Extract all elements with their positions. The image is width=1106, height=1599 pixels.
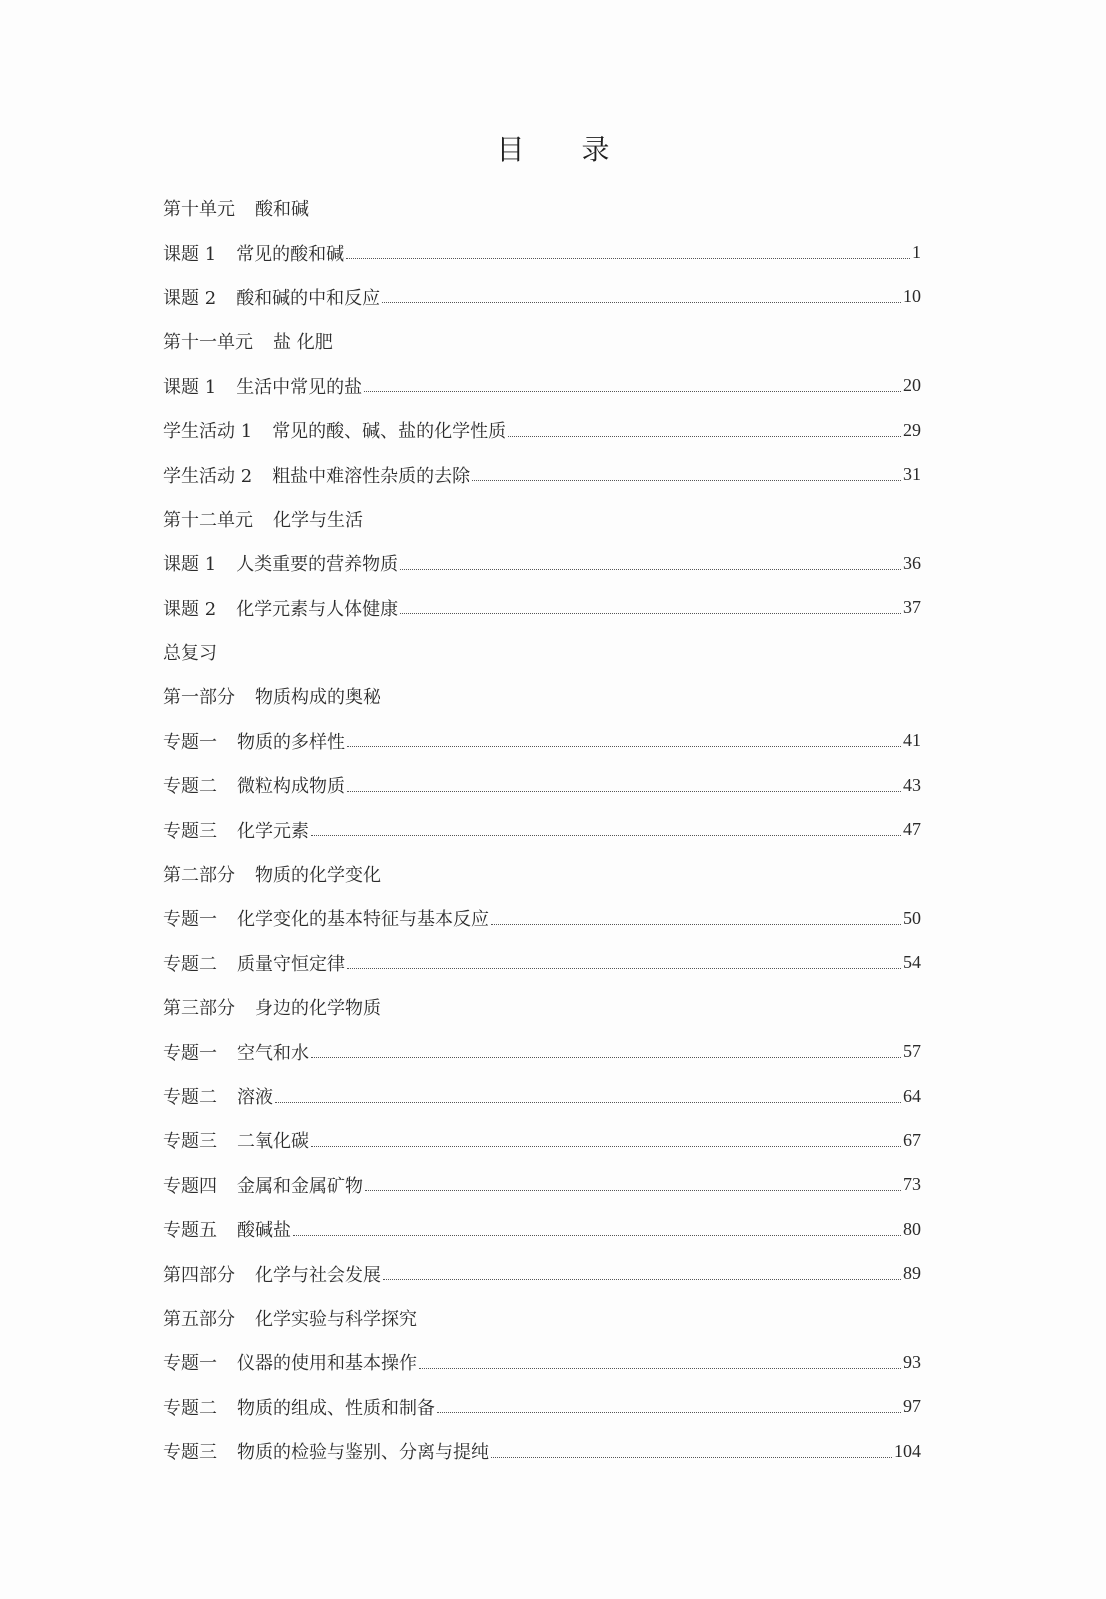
toc-entry-title: 生活中常见的盐 [236,376,363,398]
toc-entry-number: 专题一 [163,1353,217,1375]
dot-leader [491,1457,892,1458]
toc-page-number: 29 [903,419,921,440]
toc-entry-label [163,373,362,399]
dot-leader [400,613,901,614]
toc-entry-label [163,861,381,887]
toc-entry-title: 盐 化肥 [273,332,333,354]
toc-entry-title: 二氧化碳 [237,1131,309,1153]
toc-entry-title: 物质的检验与鉴别、分离与提纯 [237,1442,489,1464]
toc-entry-title: 酸和碱的中和反应 [236,287,381,309]
toc-entry-label [163,683,381,709]
toc-page-number: 1 [912,242,921,263]
toc-entry-number: 总复习 [163,643,217,665]
toc-entry-title: 金属和金属矿物 [237,1175,363,1197]
toc-page-number: 10 [903,286,921,307]
dot-leader [311,1057,901,1058]
toc-entry [163,630,921,674]
dot-leader [382,302,901,303]
toc-entry-title: 人类重要的营养物质 [236,554,399,576]
toc-page-number: 57 [903,1041,921,1062]
toc-entry-label [163,1394,435,1420]
toc-entry-number: 课题 1 [163,376,217,398]
toc-entry-number: 专题一 [163,1042,217,1064]
toc-entry-title: 质量守恒定律 [237,953,345,975]
toc-entry [163,763,921,807]
dot-leader [508,436,901,437]
toc-entry-number: 第一部分 [163,687,235,709]
toc-entry-label [163,506,363,532]
toc-entry [163,364,921,408]
toc-entry-label [163,328,333,354]
dot-leader [400,569,901,570]
toc-entry-number: 专题三 [163,820,217,842]
toc-page-number: 67 [903,1129,921,1150]
toc-entry-title: 化学元素与人体健康 [236,598,399,620]
toc-entry [163,719,921,763]
toc-entry-number: 课题 1 [163,554,217,576]
toc-entry-number: 课题 2 [163,598,217,620]
toc-entry-number: 第十一单元 [163,332,253,354]
toc-entry [163,586,921,630]
dot-leader [347,968,901,969]
toc-entry [163,319,921,363]
toc-entry-title: 化学实验与科学探究 [255,1308,417,1330]
toc-entry-label [163,1438,489,1464]
toc-page-number: 20 [903,375,921,396]
toc-page-number: 41 [903,730,921,751]
toc-page-number: 54 [903,952,921,973]
toc-entry-label [163,1305,417,1331]
toc-page-number: 31 [903,464,921,485]
toc-entry [163,896,921,940]
toc-entry-label [163,417,506,443]
dot-leader [275,1102,901,1103]
toc-entry-label [163,1216,291,1242]
toc-page-number: 80 [903,1218,921,1239]
toc-entry-label [163,639,237,665]
toc-entry [163,1296,921,1340]
toc-entry [163,1251,921,1295]
toc-page-number: 47 [903,819,921,840]
toc-entry-number: 第二部分 [163,865,235,887]
toc-page-number: 37 [903,597,921,618]
toc-entry-title: 化学与生活 [273,509,363,531]
dot-leader [383,1279,901,1280]
toc-entry [163,1207,921,1251]
toc-entry-number: 课题 2 [163,287,217,309]
toc-entry-title: 化学与社会发展 [255,1264,381,1286]
dot-leader [491,924,901,925]
toc-entry-title: 粗盐中难溶性杂质的去除 [272,465,471,487]
toc-entry-title: 物质的组成、性质和制备 [237,1397,435,1419]
toc-entry [163,275,921,319]
toc-entry-number: 专题四 [163,1175,217,1197]
toc-entry-label [163,550,398,576]
page-title: 目 录 [496,133,634,166]
toc-entry-title: 化学元素 [237,820,309,842]
toc-entry [163,1118,921,1162]
dot-leader [365,1190,901,1191]
toc-entry-title: 身边的化学物质 [255,998,381,1020]
toc-entry [163,941,921,985]
toc-page-number: 89 [903,1263,921,1284]
dot-leader [293,1235,901,1236]
toc-entry-label [163,462,470,488]
toc-entry-number: 第四部分 [163,1264,235,1286]
toc-entry [163,1163,921,1207]
toc-entry-number: 专题二 [163,1087,217,1108]
toc-entry-label [163,905,489,931]
dot-leader [311,835,901,836]
dot-leader [347,746,901,747]
toc-entry [163,807,921,851]
toc-entry [163,541,921,585]
toc-entry-number: 专题一 [163,731,217,753]
toc-entry [163,674,921,718]
dot-leader [364,391,901,392]
toc-page-number: 50 [903,907,921,928]
toc-page-number: 73 [903,1174,921,1195]
toc-entry-title: 化学变化的基本特征与基本反应 [237,909,489,931]
toc-entry-title: 常见的酸和碱 [236,243,345,265]
toc-page-number: 36 [903,552,921,573]
toc-entry-label [163,772,345,798]
toc-page-number: 104 [894,1440,921,1461]
toc-entry-number: 专题二 [163,1397,217,1419]
toc-entry-number: 课题 1 [163,243,217,265]
dot-leader [472,480,901,481]
toc-entry [163,452,921,496]
toc-page-number: 43 [903,774,921,795]
toc-entry-number: 第五部分 [163,1308,235,1330]
toc-entry-label [163,195,309,221]
toc-entry-title: 酸和碱 [255,199,309,221]
toc-entry-title: 物质的化学变化 [255,865,381,887]
toc-entry-number: 专题三 [163,1131,217,1153]
toc-entry [163,852,921,896]
toc-entry-label [163,240,344,266]
toc-entry-title: 物质的多样性 [237,731,345,753]
toc-entry [163,230,921,274]
table-of-contents [163,186,921,1473]
toc-entry-label [163,1349,417,1375]
toc-entry [163,1074,921,1118]
toc-entry-number: 第十单元 [163,199,235,221]
toc-entry-number: 学生活动 1 [163,421,253,443]
toc-page-number: 97 [903,1396,921,1417]
toc-entry-number: 专题二 [163,776,217,798]
toc-page-number: 64 [903,1085,921,1106]
toc-entry [163,408,921,452]
toc-entry-label [163,595,398,621]
dot-leader [437,1412,901,1413]
toc-entry [163,186,921,230]
toc-entry-label [163,994,381,1020]
toc-entry [163,1340,921,1384]
toc-entry-title: 微粒构成物质 [237,776,345,798]
toc-entry-label [163,728,345,754]
toc-entry-title: 空气和水 [237,1042,309,1064]
dot-leader [346,258,910,259]
toc-entry-label [163,817,309,843]
dot-leader [311,1146,901,1147]
toc-entry-title: 仪器的使用和基本操作 [237,1353,417,1375]
toc-entry [163,1385,921,1429]
toc-entry [163,1429,921,1473]
toc-entry-label [163,284,380,310]
toc-entry [163,497,921,541]
toc-entry-label [163,950,345,976]
dot-leader [347,791,901,792]
toc-entry-number: 专题五 [163,1220,217,1242]
toc-entry-number: 专题二 [163,953,217,975]
toc-entry-number: 专题三 [163,1442,217,1464]
dot-leader [419,1368,901,1369]
toc-page-number: 93 [903,1351,921,1372]
toc-entry-title: 酸碱盐 [237,1220,291,1242]
toc-entry-label [163,1083,273,1109]
toc-entry-title: 物质构成的奥秘 [255,687,381,709]
toc-entry-number: 学生活动 2 [163,465,253,487]
toc-entry-label [163,1172,363,1198]
toc-entry-label [163,1039,309,1065]
toc-entry-title: 常见的酸、碱、盐的化学性质 [272,421,507,443]
toc-entry [163,985,921,1029]
toc-entry-label [163,1261,381,1287]
toc-entry-number: 第三部分 [163,998,235,1020]
toc-entry-number: 专题一 [163,909,217,931]
toc-entry-label [163,1127,309,1153]
toc-entry-title: 溶液 [237,1087,273,1108]
toc-entry-number: 第十二单元 [163,509,253,531]
toc-entry [163,1029,921,1073]
